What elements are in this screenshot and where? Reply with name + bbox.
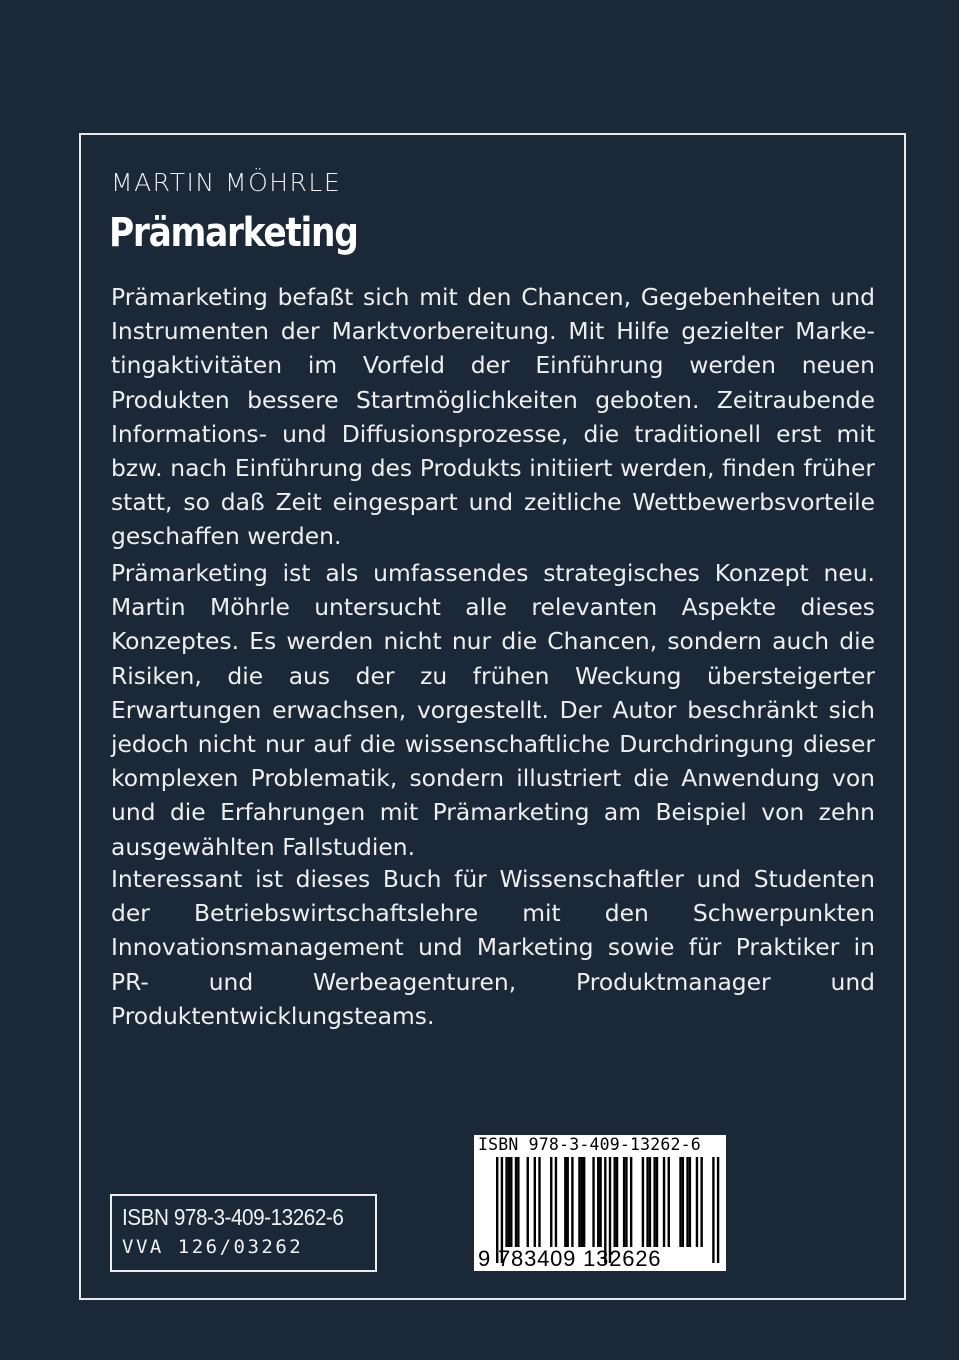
barcode-bar [534, 1157, 536, 1247]
barcode-bar [578, 1157, 580, 1247]
barcode-bar [538, 1157, 540, 1247]
barcode-bar [717, 1157, 719, 1263]
barcode-bar [642, 1157, 644, 1247]
barcode-bar [581, 1157, 583, 1247]
barcode-bar [686, 1157, 688, 1247]
barcode-bar [583, 1157, 585, 1247]
barcode-bar [616, 1157, 618, 1247]
barcode-bar [597, 1157, 599, 1247]
barcode-bar [614, 1157, 616, 1247]
barcode-bar [689, 1157, 691, 1247]
order-number: VVA 126/03262 [122, 1236, 304, 1258]
barcode-bar [527, 1157, 529, 1247]
author-name: MARTIN MÖHRLE [111, 168, 342, 197]
isbn-barcode [474, 1135, 726, 1271]
barcode-bar [567, 1157, 569, 1247]
barcode-bar [517, 1157, 519, 1247]
description-paragraph-1: Prämarketing befaßt sich mit den Chancen, Gegebenheiten und Instrumenten der Marktvorbereitung. Mit Hilfe gezielter Marketingaktivitäten im Vorfeld der Einführung werden neuen Produkten bessere Startmöglichkeiten geboten. Zeitraubende Informations- und Diffusionsprozesse, die traditionell erst mit bzw. nach Einführung des Produkts initiiert werden, finden früher statt, so daß Zeit eingespart und zeitliche Wettbewerbsvorteile geschaffen werden. [111, 283, 875, 551]
barcode-bar [571, 1157, 573, 1247]
barcode-bar [656, 1157, 658, 1247]
barcode-bar [510, 1157, 512, 1247]
barcode-bar [515, 1157, 517, 1247]
barcode-bar [630, 1157, 632, 1247]
barcode-bar [564, 1157, 566, 1247]
barcode-digits: 783409 132626 [498, 1246, 662, 1271]
barcode-bar [646, 1157, 648, 1247]
barcode-bar [599, 1157, 601, 1247]
barcode-bar [508, 1157, 510, 1247]
barcode-bar [653, 1157, 655, 1247]
barcode-bar [712, 1157, 714, 1263]
barcode-bar [700, 1157, 702, 1247]
barcode-bar [592, 1157, 594, 1247]
barcode-top-text: ISBN 978-3-409-13262-6 [478, 1135, 701, 1154]
barcode-lead-digit: 9 [478, 1246, 491, 1271]
isbn-label: ISBN 978-3-409-13262-6 [122, 1204, 344, 1230]
barcode-bar [682, 1157, 684, 1247]
barcode-bar [505, 1157, 507, 1247]
description-paragraph-3: Interessant ist dieses Buch für Wissenschaftler und Studenten der Betriebswirtschaftslehre mit den Schwerpunkten Innovationsmanagement und Marketing sowie für Praktiker in PR- und Werbeagenturen, Produktmanager und Produktentwicklungsteams. [111, 865, 875, 1030]
barcode-bar [696, 1157, 698, 1247]
barcode-bar [663, 1157, 665, 1247]
barcode-bar [649, 1157, 651, 1247]
barcode-bar [550, 1157, 552, 1247]
barcode-bar [625, 1157, 627, 1247]
barcode-bar [668, 1157, 670, 1247]
barcode-bar [555, 1157, 557, 1247]
isbn-box [110, 1194, 377, 1272]
barcode-bar [623, 1157, 625, 1247]
book-title: Prämarketing [109, 210, 358, 256]
description-paragraph-2: Prämarketing ist als umfassendes strategisches Konzept neu. Martin Möhrle untersucht alle relevanten Aspekte dieses Konzeptes. Es werden nicht nur die Chancen, sondern auch die Risiken, die aus der zu frühen Weckung übersteigerter Erwartungen erwachsen, vorgestellt. Der Autor beschränkt sich jedoch nicht nur auf die wissenschaftliche Durchdringung dieser komplexen Problematik, sondern illustriert die Anwendung von und die Erfahrungen mit Prämarketing am Beispiel von zehn ausgewählten Fallstudien. [111, 559, 875, 861]
barcode-bar [679, 1157, 681, 1247]
